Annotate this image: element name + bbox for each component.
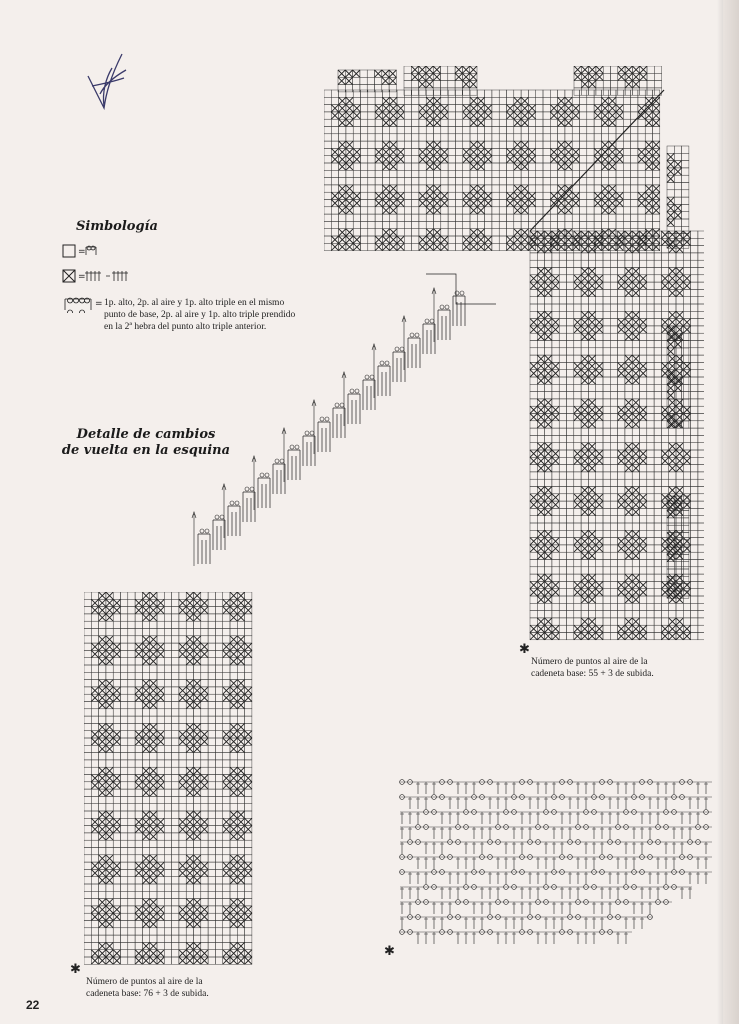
corner-scallop-top-2 bbox=[404, 66, 477, 95]
cross-square-icon bbox=[62, 268, 132, 284]
svg-text:=: = bbox=[78, 247, 86, 257]
svg-text:=: = bbox=[78, 272, 86, 282]
strip-grid bbox=[84, 592, 252, 964]
loop-stitch-icon bbox=[62, 295, 104, 313]
corner-turn-detail-chart bbox=[188, 264, 508, 574]
handwritten-signature bbox=[82, 48, 132, 112]
corner-caption-line2: cadeneta base: 55 + 3 de subida. bbox=[531, 669, 654, 679]
symbol-loop-stitch bbox=[62, 295, 104, 316]
edge-stitch-rows bbox=[400, 780, 712, 944]
detail-title-line2: de vuelta en la esquina bbox=[61, 443, 231, 458]
corner-scallop-right-2 bbox=[667, 326, 689, 428]
strip-filet-chart bbox=[84, 592, 256, 972]
detail-stitch-stairs bbox=[192, 274, 496, 566]
symbology-title: Simbología bbox=[76, 219, 158, 234]
edge-stitch-chart bbox=[396, 772, 718, 954]
page-edge bbox=[723, 0, 739, 1024]
svg-text:=: = bbox=[95, 299, 103, 309]
corner-scallop-top-3 bbox=[574, 66, 662, 95]
strip-caption bbox=[86, 976, 209, 1000]
symbol-cross-square bbox=[62, 268, 132, 287]
symbol-loop-stitch-description: 1p. alto, 2p. al aire y 1p. alto triple en el mismo punto de base, 2p. al aire y 1p. alto triple prendido en la 2ª hebra del punto alto triple anterior. bbox=[104, 298, 296, 332]
page-number: 22 bbox=[26, 998, 40, 1012]
corner-caption-line1: Número de puntos al aire de la bbox=[531, 657, 648, 667]
strip-star-marker: ✱ bbox=[70, 962, 81, 977]
symbol-open-square bbox=[62, 243, 102, 262]
strip-caption-line2: cadeneta base: 76 + 3 de subida. bbox=[86, 989, 209, 999]
detail-title-line1: Detalle de cambios bbox=[76, 427, 216, 442]
strip-caption-line1: Número de puntos al aire de la bbox=[86, 977, 203, 987]
corner-vertical-band bbox=[530, 231, 704, 640]
open-square-icon bbox=[62, 243, 102, 259]
stitch-star-marker: ✱ bbox=[384, 944, 395, 959]
corner-caption bbox=[531, 656, 654, 680]
corner-star-marker: ✱ bbox=[519, 642, 530, 657]
corner-top-band bbox=[324, 90, 660, 251]
corner-scallop-top-1 bbox=[338, 70, 396, 92]
